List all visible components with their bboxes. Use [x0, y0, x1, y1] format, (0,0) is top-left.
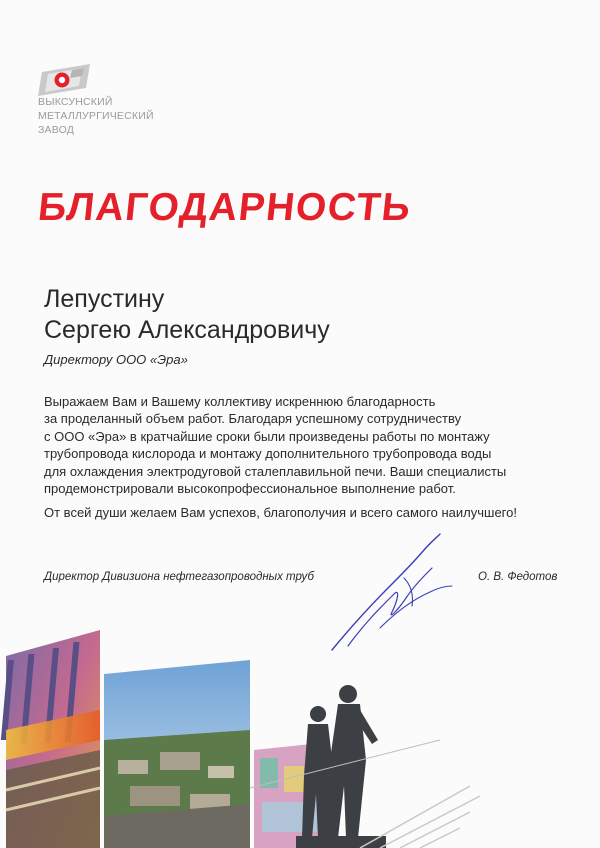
recipient-position: Директору ООО «Эра»: [44, 352, 188, 367]
closing-wish: От всей души желаем Вам успехов, благополучия и всего самого наилучшего!: [44, 505, 517, 520]
signer-name: О. В. Федотов: [478, 571, 558, 583]
body-line: продемонстрировали высокопрофессиональное выполнение работ.: [44, 481, 456, 497]
recipient-name-patronymic: Сергею Александровичу: [44, 316, 330, 344]
body-line: Выражаем Вам и Вашему коллективу искреннюю благодарность: [44, 394, 436, 409]
recipient-surname: Лепустину: [44, 285, 165, 313]
company-name: [38, 95, 178, 137]
signer-title: Директор Дивизиона нефтегазопроводных труб: [44, 571, 314, 583]
logo-emblem-icon: [38, 62, 90, 96]
body-line: с ООО «Эра» в кратчайшие сроки были произведены работы по монтажу: [44, 428, 490, 444]
body-line: трубопровода кислорода и монтажу дополнительного трубопровода воды: [44, 446, 492, 462]
recipient-name: [44, 284, 330, 346]
company-name-line-1: ВЫКСУНСКИЙ: [38, 96, 113, 108]
document-title: БЛАГОДАРНОСТЬ: [36, 186, 414, 229]
bronze-statues: [296, 685, 386, 848]
decorative-photo-collage: [0, 590, 600, 848]
decorative-stripes: [360, 786, 480, 848]
body-line: для охлаждения электродуговой сталеплавильной печи. Ваши специалисты: [44, 463, 507, 479]
body-line: за проделанный объем работ. Благодаря успешному сотрудничеству: [44, 411, 462, 427]
body-paragraph: [44, 393, 564, 497]
company-name-line-3: ЗАВОД: [38, 124, 75, 136]
company-name-line-2: МЕТАЛЛУРГИЧЕСКИЙ: [38, 110, 154, 122]
